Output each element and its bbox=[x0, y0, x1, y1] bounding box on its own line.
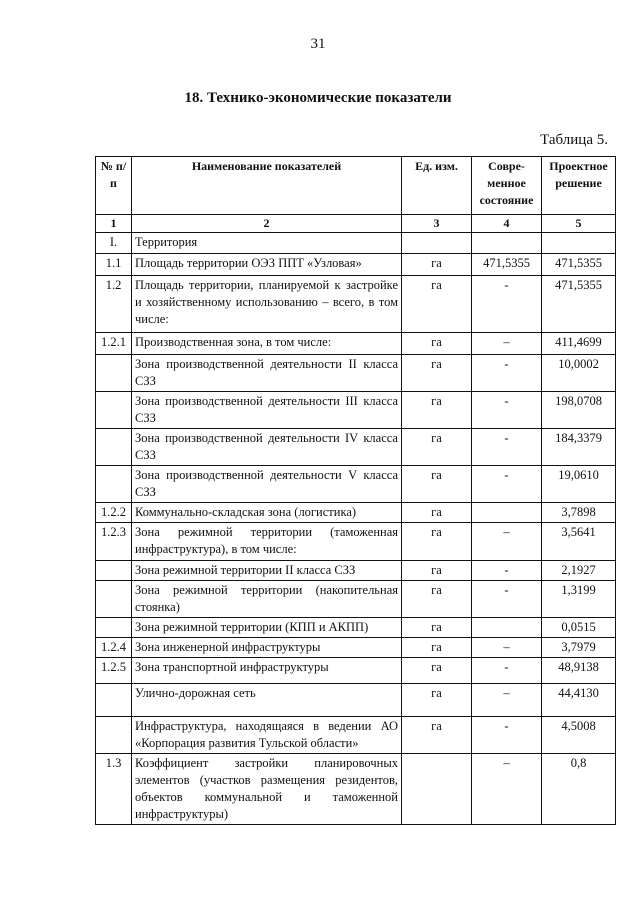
indicator-name: Производственная зона, в том числе: bbox=[132, 333, 402, 355]
project-value: 3,7979 bbox=[542, 638, 616, 658]
current-value: - bbox=[472, 658, 542, 684]
row-number bbox=[96, 618, 132, 638]
unit-cell: га bbox=[402, 581, 472, 618]
indicator-name: Зона производственной деятельности V класса СЗЗ bbox=[132, 466, 402, 503]
indicator-name: Зона режимной территории (накопительная стоянка) bbox=[132, 581, 402, 618]
column-index-row bbox=[96, 215, 616, 233]
indicators-table bbox=[95, 156, 616, 825]
project-value: 184,3379 bbox=[542, 429, 616, 466]
table-row bbox=[96, 658, 616, 684]
table-row bbox=[96, 754, 616, 825]
indicator-name: Зона производственной деятельности IV класса СЗЗ bbox=[132, 429, 402, 466]
header-name: Наименование показателей bbox=[132, 157, 402, 215]
column-index: 4 bbox=[472, 215, 542, 233]
table-label: Таблица 5. bbox=[540, 132, 608, 148]
project-value: 2,1927 bbox=[542, 561, 616, 581]
row-number bbox=[96, 355, 132, 392]
column-index: 1 bbox=[96, 215, 132, 233]
row-number: 1.2.3 bbox=[96, 523, 132, 561]
project-value: 0,0515 bbox=[542, 618, 616, 638]
unit-cell: га bbox=[402, 429, 472, 466]
column-index: 2 bbox=[132, 215, 402, 233]
current-value: – bbox=[472, 333, 542, 355]
indicator-name: Коэффициент застройки планировочных элементов (участков размещения резидентов, объектов коммунальной и таможенной инфраструктуры) bbox=[132, 754, 402, 825]
table-row bbox=[96, 717, 616, 754]
header-num: № п/п bbox=[96, 157, 132, 215]
table-row bbox=[96, 561, 616, 581]
indicator-name: Зона транспортной инфраструктуры bbox=[132, 658, 402, 684]
table-row bbox=[96, 254, 616, 276]
indicator-name: Зона производственной деятельности II класса СЗЗ bbox=[132, 355, 402, 392]
current-value: - bbox=[472, 717, 542, 754]
header-unit: Ед. изм. bbox=[402, 157, 472, 215]
row-number: 1.2.5 bbox=[96, 658, 132, 684]
current-value: – bbox=[472, 684, 542, 717]
unit-cell bbox=[402, 233, 472, 254]
table-row bbox=[96, 618, 616, 638]
unit-cell bbox=[402, 754, 472, 825]
project-value: 3,5641 bbox=[542, 523, 616, 561]
row-number: 1.2 bbox=[96, 276, 132, 333]
section-title: 18. Технико-экономические показатели bbox=[184, 90, 452, 106]
unit-cell: га bbox=[402, 523, 472, 561]
table-row bbox=[96, 466, 616, 503]
row-number: 1.1 bbox=[96, 254, 132, 276]
project-value: 471,5355 bbox=[542, 254, 616, 276]
unit-cell: га bbox=[402, 561, 472, 581]
row-number: 1.2.4 bbox=[96, 638, 132, 658]
row-number bbox=[96, 581, 132, 618]
header-project: Проектное решение bbox=[542, 157, 616, 215]
project-value: 4,5008 bbox=[542, 717, 616, 754]
column-index: 5 bbox=[542, 215, 616, 233]
column-index: 3 bbox=[402, 215, 472, 233]
row-number bbox=[96, 717, 132, 754]
current-value: - bbox=[472, 355, 542, 392]
current-value: - bbox=[472, 581, 542, 618]
table-row bbox=[96, 581, 616, 618]
indicator-name: Зона режимной территории II класса СЗЗ bbox=[132, 561, 402, 581]
row-number bbox=[96, 392, 132, 429]
table-row bbox=[96, 355, 616, 392]
unit-cell: га bbox=[402, 638, 472, 658]
current-value: - bbox=[472, 392, 542, 429]
unit-cell: га bbox=[402, 276, 472, 333]
project-value: 48,9138 bbox=[542, 658, 616, 684]
unit-cell: га bbox=[402, 333, 472, 355]
project-value: 198,0708 bbox=[542, 392, 616, 429]
indicator-name: Площадь территории, планируемой к застройке и хозяйственному использованию – всего, в том числе: bbox=[132, 276, 402, 333]
table-row bbox=[96, 429, 616, 466]
project-value: 19,0610 bbox=[542, 466, 616, 503]
unit-cell: га bbox=[402, 466, 472, 503]
project-value: 411,4699 bbox=[542, 333, 616, 355]
indicator-name: Улично-дорожная сеть bbox=[132, 684, 402, 717]
row-number: I. bbox=[96, 233, 132, 254]
table-row bbox=[96, 503, 616, 523]
current-value bbox=[472, 503, 542, 523]
current-value: - bbox=[472, 429, 542, 466]
unit-cell: га bbox=[402, 254, 472, 276]
indicator-name: Территория bbox=[132, 233, 402, 254]
header-current: Совре-менное состояние bbox=[472, 157, 542, 215]
project-value: 44,4130 bbox=[542, 684, 616, 717]
header-row bbox=[96, 157, 616, 215]
indicator-name: Зона инженерной инфраструктуры bbox=[132, 638, 402, 658]
current-value: – bbox=[472, 754, 542, 825]
row-number bbox=[96, 561, 132, 581]
current-value: 471,5355 bbox=[472, 254, 542, 276]
project-value: 1,3199 bbox=[542, 581, 616, 618]
indicator-name: Площадь территории ОЭЗ ППТ «Узловая» bbox=[132, 254, 402, 276]
current-value: - bbox=[472, 276, 542, 333]
project-value bbox=[542, 233, 616, 254]
unit-cell: га bbox=[402, 392, 472, 429]
indicator-name: Зона режимной территории (таможенная инфраструктура), в том числе: bbox=[132, 523, 402, 561]
project-value: 0,8 bbox=[542, 754, 616, 825]
unit-cell: га bbox=[402, 717, 472, 754]
table-row bbox=[96, 638, 616, 658]
indicator-name: Зона режимной территории (КПП и АКПП) bbox=[132, 618, 402, 638]
unit-cell: га bbox=[402, 618, 472, 638]
unit-cell: га bbox=[402, 684, 472, 717]
table-row bbox=[96, 392, 616, 429]
table-row bbox=[96, 684, 616, 717]
table-row bbox=[96, 233, 616, 254]
project-value: 471,5355 bbox=[542, 276, 616, 333]
table-row bbox=[96, 276, 616, 333]
table-row bbox=[96, 523, 616, 561]
current-value: – bbox=[472, 523, 542, 561]
project-value: 3,7898 bbox=[542, 503, 616, 523]
indicator-name: Зона производственной деятельности III класса СЗЗ bbox=[132, 392, 402, 429]
unit-cell: га bbox=[402, 503, 472, 523]
current-value bbox=[472, 618, 542, 638]
row-number: 1.3 bbox=[96, 754, 132, 825]
indicator-name: Инфраструктура, находящаяся в ведении АО «Корпорация развития Тульской области» bbox=[132, 717, 402, 754]
table-row bbox=[96, 333, 616, 355]
indicator-name: Коммунально-складская зона (логистика) bbox=[132, 503, 402, 523]
current-value bbox=[472, 233, 542, 254]
unit-cell: га bbox=[402, 355, 472, 392]
row-number: 1.2.1 bbox=[96, 333, 132, 355]
row-number bbox=[96, 429, 132, 466]
current-value: – bbox=[472, 638, 542, 658]
row-number: 1.2.2 bbox=[96, 503, 132, 523]
current-value: - bbox=[472, 466, 542, 503]
page-number: 31 bbox=[310, 36, 326, 52]
project-value: 10,0002 bbox=[542, 355, 616, 392]
unit-cell: га bbox=[402, 658, 472, 684]
row-number bbox=[96, 684, 132, 717]
current-value: - bbox=[472, 561, 542, 581]
row-number bbox=[96, 466, 132, 503]
